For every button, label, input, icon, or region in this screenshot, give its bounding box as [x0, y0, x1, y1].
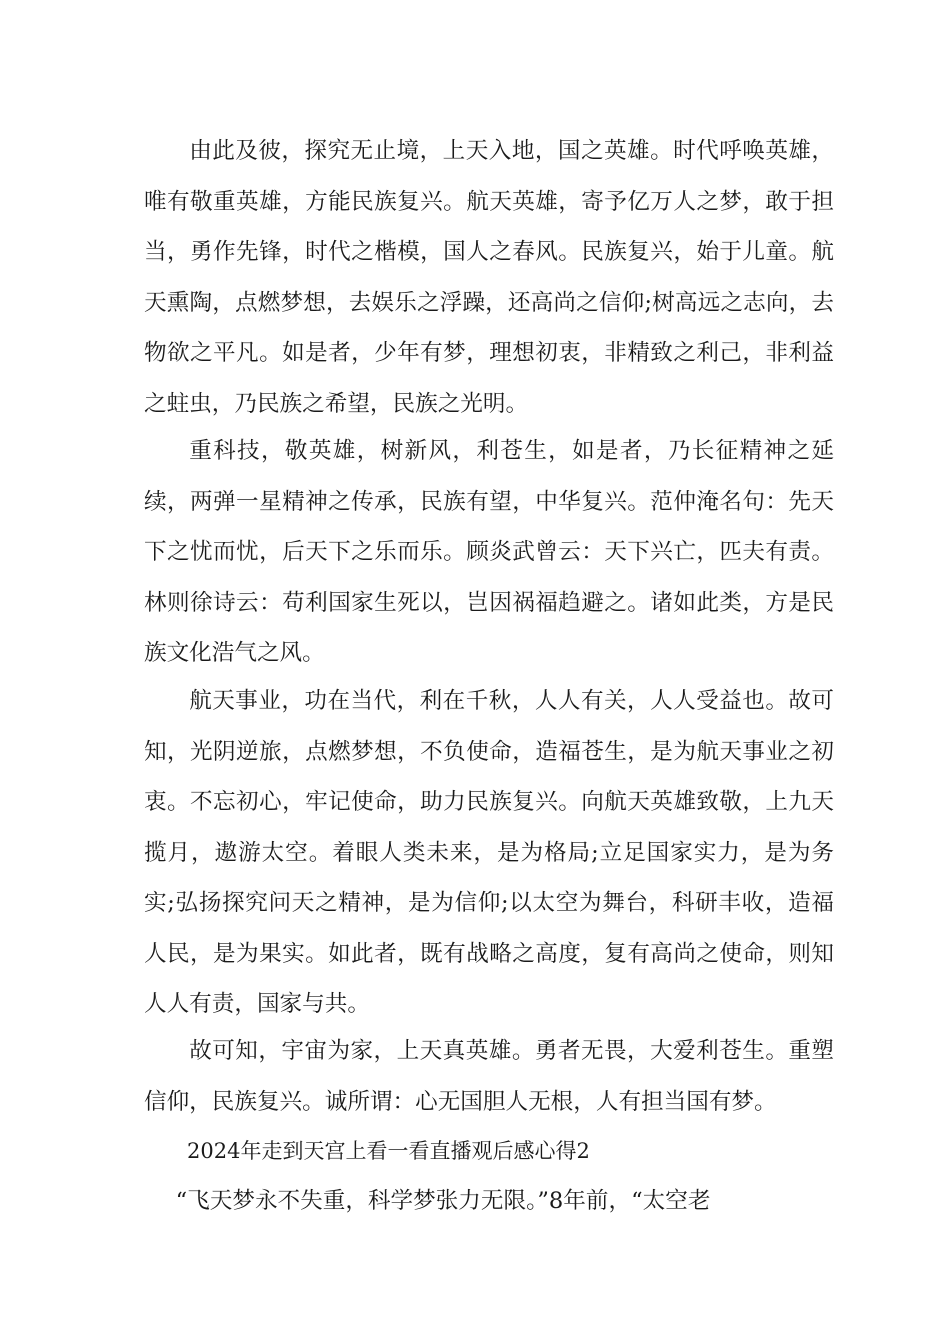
paragraph-4: 故可知，宇宙为家，上天真英雄。勇者无畏，大爱利苍生。重塑信仰，民族复兴。诚所谓：心无国胆人无根，人有担当国有梦。 [144, 1038, 834, 1115]
paragraph-5: “飞天梦永不失重，科学梦张力无限。”8年前，“太空老 [175, 1188, 711, 1214]
paragraph-1: 由此及彼，探究无止境，上天入地，国之英雄。时代呼唤英雄，唯有敬重英雄，方能民族复兴。航天英雄，寄予亿万人之梦，敢于担当，勇作先锋，时代之楷模，国人之春风。民族复兴，始于儿童。航天熏陶，点燃梦想，去娱乐之浮躁，还高尚之信仰;树高远之志向，去物欲之平凡。如是者，少年有梦，理想初衷，非精致之利己，非利益之蛀虫，乃民族之希望，民族之光明。 [144, 138, 834, 417]
paragraph-3: 航天事业，功在当代，利在千秋，人人有关，人人受益也。故可知，光阴逆旅，点燃梦想，不负使命，造福苍生，是为航天事业之初衷。不忘初心，牢记使命，助力民族复兴。向航天英雄致敬，上九天揽月，遨游太空。着眼人类未来，是为格局;立足国家实力，是为务实;弘扬探究问天之精神，是为信仰;以太空为舞台，科研丰收，造福人民，是为果实。如此者，既有战略之高度，复有高尚之使命，则知人人有责，国家与共。 [144, 688, 834, 1017]
paragraph-2: 重科技，敬英雄，树新风，利苍生，如是者，乃长征精神之延续，两弹一星精神之传承，民族有望，中华复兴。范仲淹名句：先天下之忧而忧，后天下之乐而乐。顾炎武曾云：天下兴亡，匹夫有责。林则徐诗云：苟利国家生死以，岂因祸福趋避之。诸如此类，方是民族文化浩气之风。 [144, 438, 834, 666]
section-heading: 2024年走到天宫上看一看直播观后感心得2 [187, 1139, 590, 1163]
